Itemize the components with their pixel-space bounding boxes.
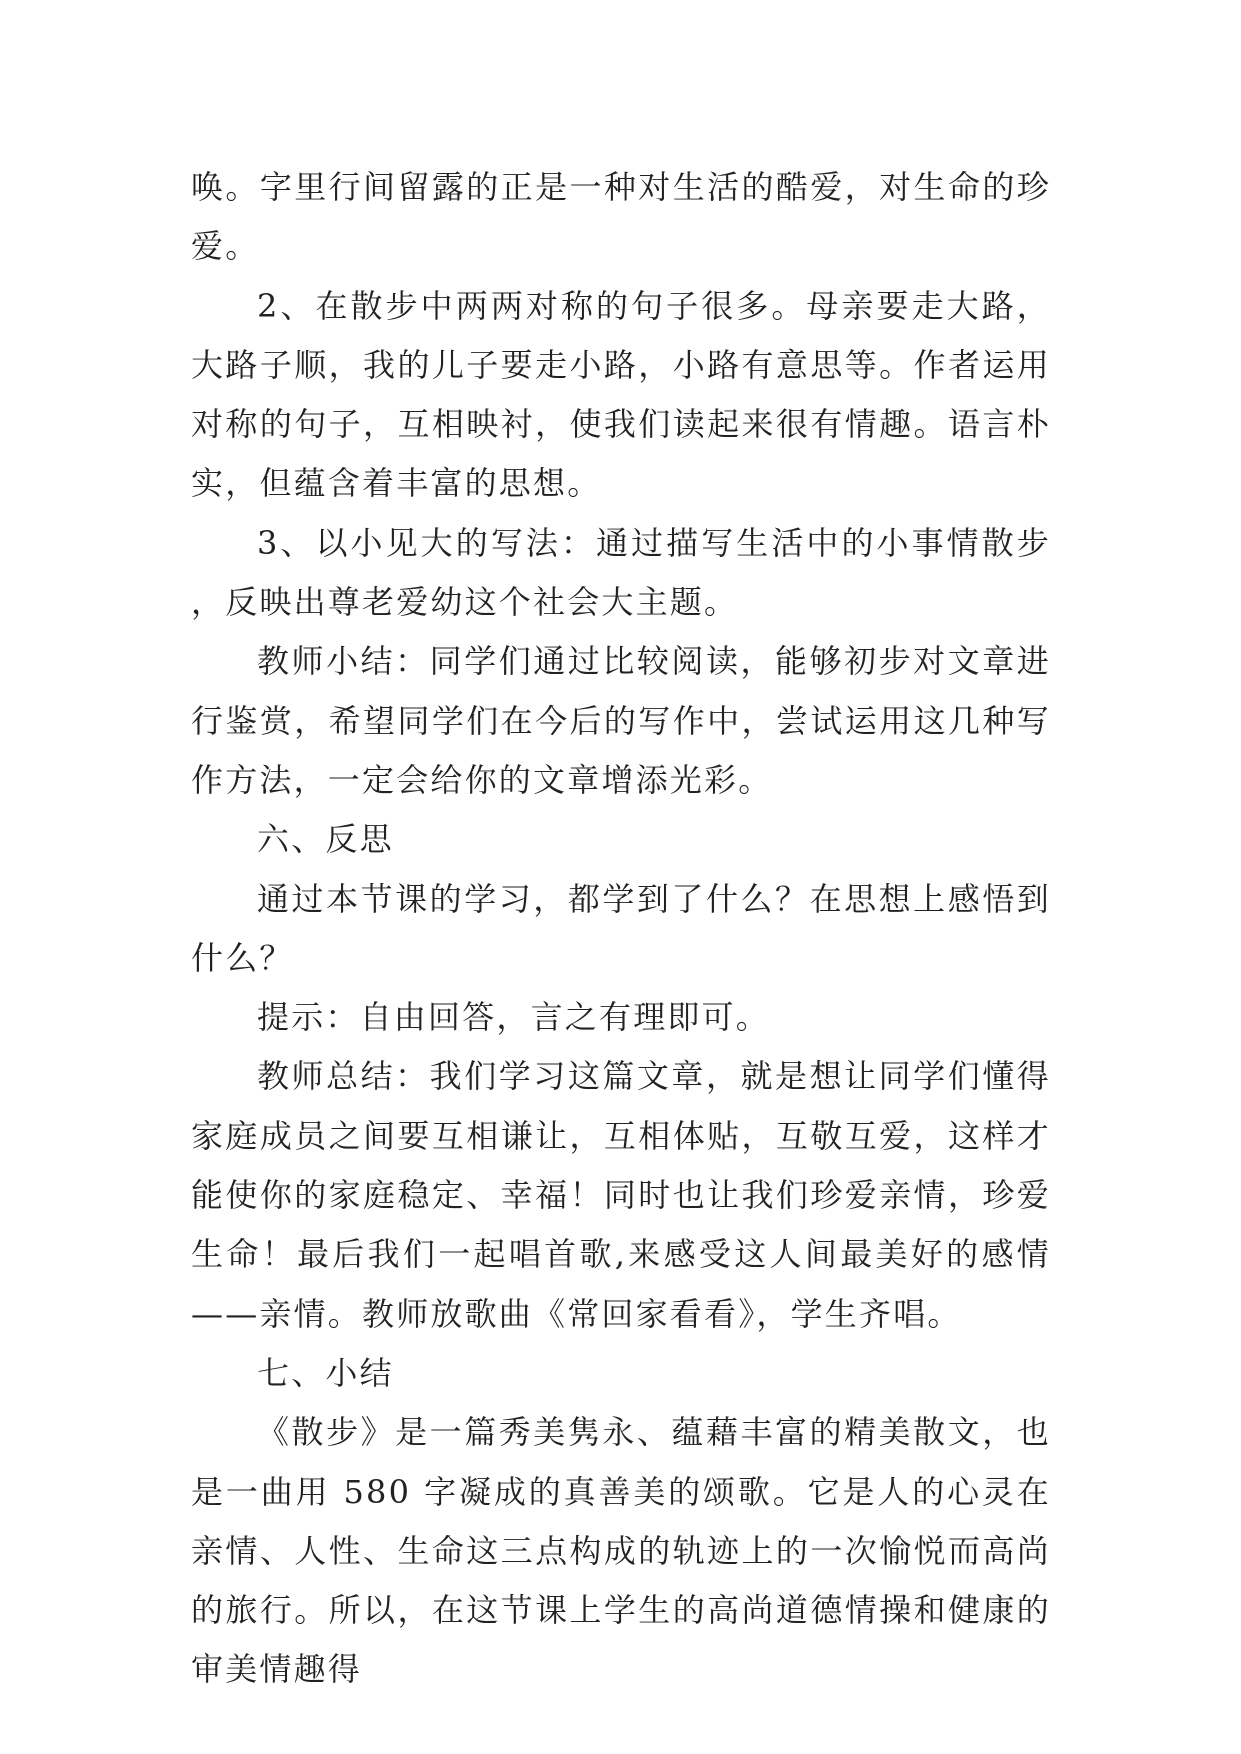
- paragraph-continuation: 唤。字里行间留露的正是一种对生活的酷爱，对生命的珍爱。: [191, 168, 1051, 266]
- paragraph-teacher-summary-2: 教师总结：我们学习这篇文章，就是想让同学们懂得家庭成员之间要互相谦让，互相体贴，互敬互爱，这样才能使你的家庭稳定、幸福！同时也让我们珍爱亲情，珍爱生命！最后我们一起唱首歌,来感受这人间最美好的感情——亲情。教师放歌曲《常回家看看》，学生齐唱。: [191, 1057, 1051, 1333]
- paragraph-teacher-summary-1: 教师小结：同学们通过比较阅读，能够初步对文章进行鉴赏，希望同学们在今后的写作中，尝试运用这几种写作方法，一定会给你的文章增添光彩。: [191, 642, 1051, 799]
- paragraph-reflection-question: 通过本节课的学习，都学到了什么？在思想上感悟到什么？: [191, 879, 1051, 977]
- paragraph-hint: 提示：自由回答，言之有理即可。: [257, 998, 771, 1037]
- document-body: [191, 158, 1051, 1700]
- section-heading-reflection: 六、反思: [257, 820, 394, 859]
- paragraph-small-to-large: 3、以小见大的写法：通过描写生活中的小事情散步，反映出尊老爱幼这个社会大主题。: [191, 523, 1051, 622]
- section-heading-summary: 七、小结: [257, 1353, 394, 1392]
- paragraph-symmetry: 2、在散步中两两对称的句子很多。母亲要走大路，大路子顺，我的儿子要走小路，小路有意思等。作者运用对称的句子，互相映衬，使我们读起来很有情趣。语言朴实，但蕴含着丰富的思想。: [191, 286, 1051, 503]
- paragraph-summary: 《散步》是一篇秀美隽永、蕴藉丰富的精美散文，也是一曲用 580 字凝成的真善美的颂歌。它是人的心灵在亲情、人性、生命这三点构成的轨迹上的一次愉悦而高尚的旅行。所以，在这节课上学生的高尚道德情操和健康的审美情趣得: [191, 1413, 1051, 1689]
